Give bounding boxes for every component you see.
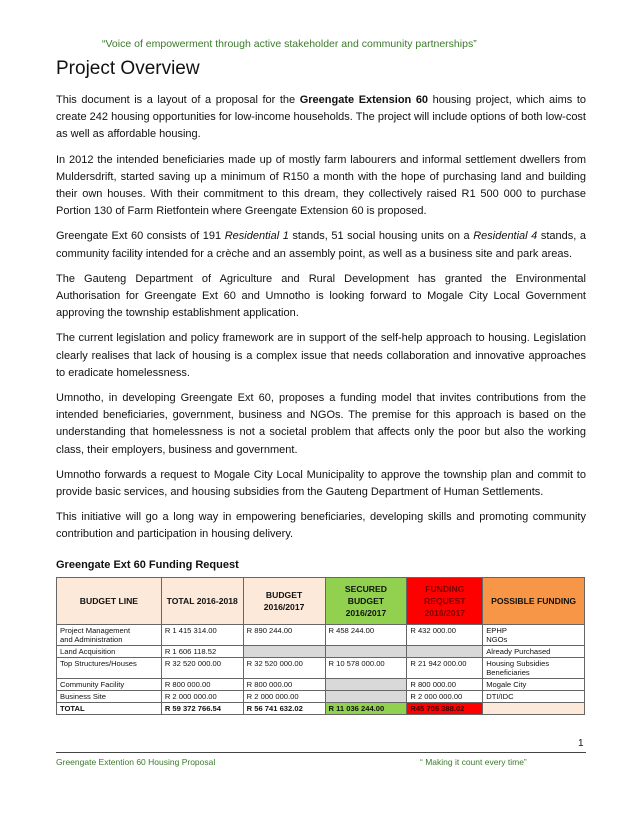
document-body bbox=[56, 92, 586, 552]
table-row bbox=[57, 646, 585, 658]
cell-budget-line: Top Structures/Houses bbox=[57, 658, 162, 679]
cell-secured bbox=[325, 679, 407, 691]
paragraph-1-text-b: housing project, which aims to create 242 housing opportunities for low-income households. The project will include options of both low-cost as well as affordable housing. bbox=[56, 94, 586, 141]
total-funding-request: R45 705 388.02 bbox=[407, 703, 483, 715]
cell-funding-request: R 2 000 000.00 bbox=[407, 691, 483, 703]
cell-possible-text: EPHP bbox=[486, 626, 507, 635]
cell-total: R 2 000 000.00 bbox=[161, 691, 243, 703]
cell-funding-request: R 432 000.00 bbox=[407, 625, 483, 646]
total-possible-funding bbox=[483, 703, 585, 715]
cell-possible-text: Housing Subsidies bbox=[486, 659, 550, 668]
header-budget: BUDGET 2016/2017 bbox=[243, 578, 325, 625]
header-total: TOTAL 2016-2018 bbox=[161, 578, 243, 625]
cell-total: R 32 520 000.00 bbox=[161, 658, 243, 679]
funding-table-title: Greengate Ext 60 Funding Request bbox=[56, 559, 239, 571]
header-secured-budget: SECURED BUDGET 2016/2017 bbox=[325, 578, 407, 625]
cell-budget-line-text-2: and Administration bbox=[60, 635, 123, 644]
zoning-residential-4: Residential 4 bbox=[473, 230, 538, 243]
page-title: Project Overview bbox=[56, 58, 200, 79]
cell-possible-funding: Mogale City bbox=[483, 679, 585, 691]
paragraph-3-text-a: Greengate Ext 60 consists of 191 bbox=[56, 230, 225, 243]
cell-possible-text-2: NGOs bbox=[486, 635, 508, 644]
table-row bbox=[57, 679, 585, 691]
table-total-row bbox=[57, 703, 585, 715]
paragraph-4: The Gauteng Department of Agriculture and Rural Development has granted the Environmental Authorisation for Greengate Ext 60 and Umnotho is looking forward to Mogale City Local Government approving the township establishment application. bbox=[56, 272, 586, 320]
cell-budget-line: Land Acquisition bbox=[57, 646, 162, 658]
paragraph-3-text-c: stands, a community facility intended for a crèche and an assembly point, as well as a business site and park areas. bbox=[56, 230, 586, 260]
total-budget: R 56 741 632.02 bbox=[243, 703, 325, 715]
total-total: R 59 372 766.54 bbox=[161, 703, 243, 715]
header-funding-request: FUNDING REQUEST 2016/2017 bbox=[407, 578, 483, 625]
cell-budget: R 890 244.00 bbox=[243, 625, 325, 646]
cell-budget-line bbox=[57, 625, 162, 646]
cell-budget: R 32 520 000.00 bbox=[243, 658, 325, 679]
cell-secured bbox=[325, 646, 407, 658]
paragraph-2: In 2012 the intended beneficiaries made up of mostly farm labourers and informal settlement dwellers from Muldersdrift, started saving up a minimum of R150 a month with the hope of purchasing land and building their own houses. With their commitment to this dream, they collectively raised R1 500 000 to purchase Portion 130 of Farm Rietfontein where Greengate Extension 60 is proposed. bbox=[56, 153, 586, 218]
cell-total: R 1 415 314.00 bbox=[161, 625, 243, 646]
header-possible-funding: POSSIBLE FUNDING bbox=[483, 578, 585, 625]
paragraph-5: The current legislation and policy framework are in support of the self-help approach to housing. Legislation clearly realises that lack of housing is a complex issue that needs collaboration and innovative approaches to eradicate homelessness. bbox=[56, 332, 586, 379]
funding-table-header-row bbox=[57, 578, 585, 625]
page-number: 1 bbox=[578, 738, 584, 749]
footer-divider bbox=[56, 752, 586, 753]
cell-possible-funding bbox=[483, 625, 585, 646]
cell-possible-funding bbox=[483, 658, 585, 679]
cell-funding-request: R 800 000.00 bbox=[407, 679, 483, 691]
cell-budget: R 2 000 000.00 bbox=[243, 691, 325, 703]
table-row bbox=[57, 691, 585, 703]
cell-total: R 800 000.00 bbox=[161, 679, 243, 691]
cell-budget-line: Business Site bbox=[57, 691, 162, 703]
cell-possible-text-2: Beneficiaries bbox=[486, 668, 530, 677]
footer-right: “ Making it count every time” bbox=[420, 757, 527, 767]
cell-funding-request: R 21 942 000.00 bbox=[407, 658, 483, 679]
header-budget-line: BUDGET LINE bbox=[57, 578, 162, 625]
cell-secured: R 458 244.00 bbox=[325, 625, 407, 646]
paragraph-3 bbox=[56, 228, 586, 262]
header-quote: “Voice of empowerment through active stakeholder and community partnerships” bbox=[102, 38, 477, 50]
funding-table bbox=[56, 577, 585, 715]
paragraph-1-text-a: This document is a layout of a proposal for the bbox=[56, 94, 300, 106]
table-row bbox=[57, 625, 585, 646]
paragraph-6: Umnotho, in developing Greengate Ext 60, proposes a funding model that invites contributions from the intended beneficiaries, government, business and NGOs. The premise for this approach is based on the understanding that homelessness is not a societal problem that affects only the poor but also the working class, their employers, business and government. bbox=[56, 392, 586, 456]
cell-budget: R 800 000.00 bbox=[243, 679, 325, 691]
project-name: Greengate Extension 60 bbox=[299, 94, 429, 106]
cell-secured: R 10 578 000.00 bbox=[325, 658, 407, 679]
zoning-residential-1: Residential 1 bbox=[224, 230, 289, 243]
paragraph-1 bbox=[56, 92, 586, 144]
footer-left: Greengate Extention 60 Housing Proposal bbox=[56, 757, 216, 767]
total-label: TOTAL bbox=[57, 703, 162, 715]
cell-funding-request bbox=[407, 646, 483, 658]
cell-secured bbox=[325, 691, 407, 703]
paragraph-3-text-b: stands, 51 social housing units on a bbox=[288, 230, 474, 243]
cell-possible-funding: DTI/IDC bbox=[483, 691, 585, 703]
cell-possible-funding: Already Purchased bbox=[483, 646, 585, 658]
total-secured: R 11 036 244.00 bbox=[325, 703, 407, 715]
cell-budget-line: Community Facility bbox=[57, 679, 162, 691]
paragraph-8: This initiative will go a long way in empowering beneficiaries, developing skills and promoting community contribution and participation in housing delivery. bbox=[56, 511, 586, 541]
cell-total: R 1 606 118.52 bbox=[161, 646, 243, 658]
cell-budget bbox=[243, 646, 325, 658]
cell-budget-line-text: Project Management bbox=[60, 626, 131, 635]
paragraph-7: Umnotho forwards a request to Mogale City Local Municipality to approve the township plan and commit to provide basic services, and housing subsidies from the Gauteng Department of Human Settlements. bbox=[56, 468, 586, 499]
table-row bbox=[57, 658, 585, 679]
